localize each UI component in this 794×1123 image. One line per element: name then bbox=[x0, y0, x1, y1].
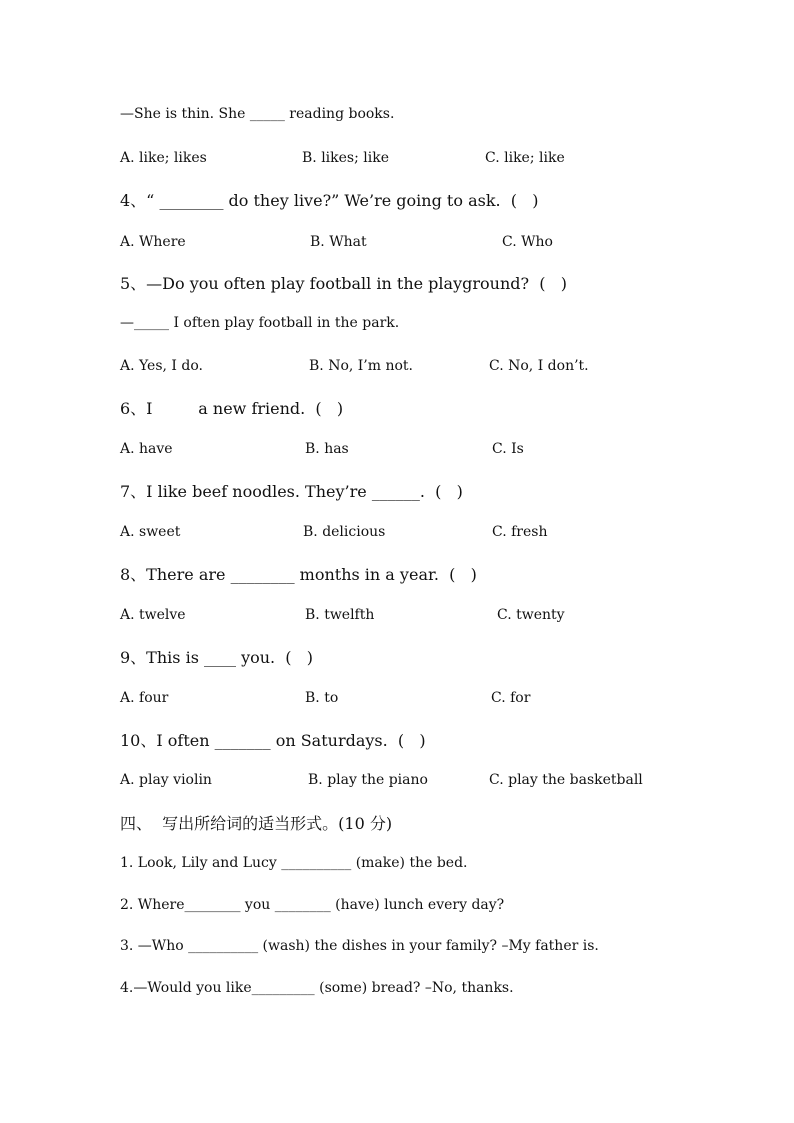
q5-option-a: A. Yes, I do. bbox=[120, 358, 203, 374]
section-4-item-3: 3. —Who __________ (wash) the dishes in your family? –My father is. bbox=[120, 938, 599, 954]
q10-option-b: B. play the piano bbox=[308, 772, 428, 788]
q10-option-c: C. play the basketball bbox=[489, 772, 643, 788]
q9-option-c: C. for bbox=[491, 690, 531, 706]
q7-option-a: A. sweet bbox=[120, 524, 181, 540]
q4-stem: 4、“ ________ do they live?” We’re going to ask. ( ) bbox=[120, 191, 539, 210]
q6-stem: 6、I a new friend. ( ) bbox=[120, 399, 344, 418]
q8-option-a: A. twelve bbox=[120, 607, 186, 623]
q5-option-b: B. No, I’m not. bbox=[309, 358, 413, 374]
section-4-heading: 四、 写出所给词的适当形式。(10 分) bbox=[120, 814, 393, 833]
q8-stem: 8、There are ________ months in a year. ( ) bbox=[120, 565, 477, 584]
q4-option-c: C. Who bbox=[502, 234, 553, 250]
q8-option-b: B. twelfth bbox=[305, 607, 375, 623]
q4-option-b: B. What bbox=[310, 234, 367, 250]
q10-stem: 10、I often _______ on Saturdays. ( ) bbox=[120, 731, 426, 750]
q7-option-c: C. fresh bbox=[492, 524, 548, 540]
q7-option-b: B. delicious bbox=[303, 524, 386, 540]
q5-option-c: C. No, I don’t. bbox=[489, 358, 589, 374]
q6-option-a: A. have bbox=[120, 441, 173, 457]
q3-option-a: A. like; likes bbox=[120, 150, 207, 166]
q6-option-c: C. Is bbox=[492, 441, 524, 457]
section-4-item-2: 2. Where________ you ________ (have) lunch every day? bbox=[120, 897, 505, 913]
q9-option-b: B. to bbox=[305, 690, 339, 706]
q10-option-a: A. play violin bbox=[120, 772, 212, 788]
q4-option-a: A. Where bbox=[120, 234, 186, 250]
q5-stem: 5、—Do you often play football in the playground? ( ) bbox=[120, 274, 567, 293]
section-4-item-4: 4.—Would you like_________ (some) bread? –No, thanks. bbox=[120, 980, 514, 996]
q5-sub-line: —_____ I often play football in the park. bbox=[120, 315, 400, 331]
q3-option-b: B. likes; like bbox=[302, 150, 389, 166]
q6-option-b: B. has bbox=[305, 441, 349, 457]
q9-option-a: A. four bbox=[120, 690, 169, 706]
q3-sub-line: —She is thin. She _____ reading books. bbox=[120, 106, 395, 122]
q3-option-c: C. like; like bbox=[485, 150, 565, 166]
q8-option-c: C. twenty bbox=[497, 607, 565, 623]
section-4-item-1: 1. Look, Lily and Lucy __________ (make) the bed. bbox=[120, 855, 468, 871]
q7-stem: 7、I like beef noodles. They’re ______. ( ) bbox=[120, 482, 463, 501]
q9-stem: 9、This is ____ you. ( ) bbox=[120, 648, 314, 667]
